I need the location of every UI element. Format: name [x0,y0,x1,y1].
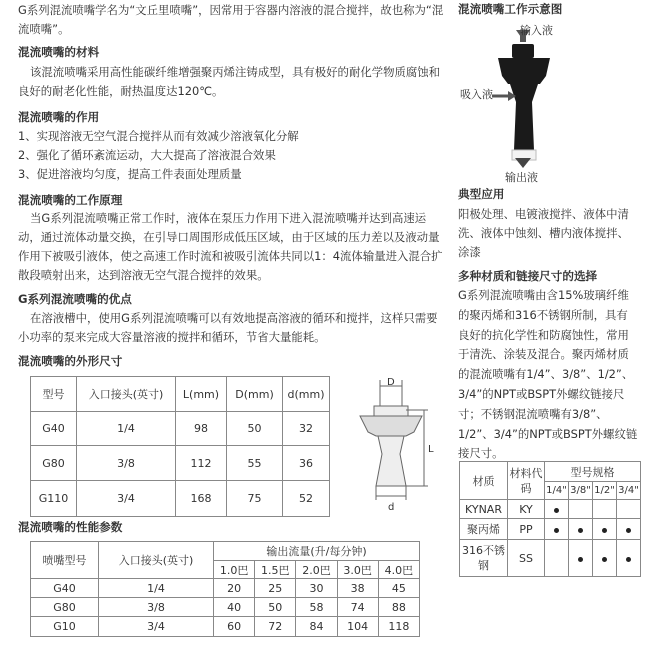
cell: 1/4 [99,579,214,598]
table-row [460,519,641,540]
cell: 50 [255,598,296,617]
size-header: 3/4" [617,482,641,500]
advantage-heading: G系列混流喷嘴的优点 [18,292,132,306]
function-item-1: 1、实现溶液无空气混合搅拌从而有效减少溶液氧化分解 [18,129,299,143]
materials-heading: 多种材质和链接尺寸的选择 [458,269,598,283]
cell: G110 [31,481,77,517]
cell: 30 [296,579,337,598]
availability-cell [593,500,617,519]
cell: G80 [31,446,77,481]
cell: 52 [283,481,330,517]
cell: 104 [337,617,378,637]
dimensions-heading: 混流喷嘴的外形尺寸 [18,354,123,368]
cell: 72 [255,617,296,637]
applications-heading: 典型应用 [458,187,505,201]
principle-heading: 混流喷嘴的工作原理 [18,193,123,207]
cell: 98 [176,412,227,446]
availability-dot [554,528,559,533]
diagram-heading: 混流喷嘴工作示意图 [458,2,563,16]
cell: 3/8 [77,446,176,481]
cell: 58 [296,598,337,617]
spec-header-row-1 [460,462,641,482]
availability-cell [593,519,617,540]
cell: 3/8 [99,598,214,617]
cell: 112 [176,446,227,481]
table-row [31,598,420,617]
size-header: 1/2" [593,482,617,500]
dim-col-model: 型号 [31,377,77,412]
spec-table [459,461,641,577]
pressure-header: 1.0巴 [214,561,255,579]
cell: 55 [227,446,283,481]
dimensions-header-row [31,377,330,412]
inlet-label: 输入液 [520,24,553,37]
cell: PP [508,519,545,540]
cell: 3/4 [99,617,214,637]
table-row [31,579,420,598]
table-row [460,540,641,577]
dimensions-table [30,376,330,517]
cell: 118 [378,617,419,637]
spec-col-spec: 型号规格 [545,462,641,482]
cell: 38 [337,579,378,598]
cell: 1/4 [77,412,176,446]
perf-col-inlet: 入口接头(英寸) [99,542,214,579]
function-heading: 混流喷嘴的作用 [18,110,100,124]
availability-dot [602,557,607,562]
availability-dot [578,528,583,533]
spec-col-code: 材料代码 [508,462,545,500]
cell: KYNAR [460,500,508,519]
material-text: 该混流喷嘴采用高性能碳纤维增强聚丙烯注铸成型，具有极好的耐化学物质腐蚀和良好的耐老化性能，耐热温度达120℃。 [18,65,441,98]
availability-dot [626,528,631,533]
pressure-header: 1.5巴 [255,561,296,579]
materials-text: G系列混流喷嘴由含15%玻璃纤维的聚丙烯和316不锈钢所制，具有良好的抗化学性和防腐蚀性，常用于清洗、涂装及混合。聚丙烯材质的混流喷嘴有1/4”、3/8”、1/2”、3/4”的NPT或BSPT外螺纹链接尺寸；不锈钢混流喷嘴有3/8”、1/2”、3/4”的NPT或BSPT外螺纹链接尺寸。 [458,288,638,461]
cell: 32 [283,412,330,446]
intro-text: G系列混流喷嘴学名为“文丘里喷嘴”，因常用于容器内溶液的混合搅拌，故也称为“混流喷嘴”。 [18,3,444,36]
table-row [460,500,641,519]
function-item-3: 3、促进溶液均匀度，提高工件表面处理质量 [18,167,242,181]
size-header: 1/4" [545,482,569,500]
principle-text: 当G系列混流喷嘴正常工作时，液体在泵压力作用下进入混流喷嘴并达到高速运动，通过流体动量交换，在引导口周围形成低压区域，由于区域的压力差以及液动量作用下被吸引液体，使之高速工作时流和被吸引流体共同以1：4流体输量进入混合扩散段喷射出来，达到溶液无空气混合搅拌的效果。 [18,211,443,282]
label-D: D [387,377,395,388]
nozzle-dimension-drawing [330,376,442,518]
performance-heading: 混流喷嘴的性能参数 [18,520,123,534]
pressure-header: 3.0巴 [337,561,378,579]
cell: SS [508,540,545,577]
label-d: d [388,502,395,513]
cell: G10 [31,617,99,637]
cell: 3/4 [77,481,176,517]
availability-cell [569,540,593,577]
cell: 88 [378,598,419,617]
cell: 74 [337,598,378,617]
availability-cell [617,519,641,540]
perf-col-model: 喷嘴型号 [31,542,99,579]
perf-header-row-1 [31,542,420,561]
availability-cell [545,540,569,577]
cell: 50 [227,412,283,446]
cell: G40 [31,579,99,598]
availability-cell [617,540,641,577]
availability-cell [617,500,641,519]
outlet-label: 输出液 [505,171,538,184]
table-row [31,412,330,446]
cell: 20 [214,579,255,598]
availability-dot [602,528,607,533]
availability-cell [545,500,569,519]
table-row [31,617,420,637]
spec-col-material: 材质 [460,462,508,500]
cell: 36 [283,446,330,481]
cell: 40 [214,598,255,617]
cell: 60 [214,617,255,637]
availability-dot [578,557,583,562]
function-item-2: 2、强化了循环紊流运动，大大提高了溶液混合效果 [18,148,276,162]
cell: 316不锈钢 [460,540,508,577]
dim-col-D: D(mm) [227,377,283,412]
availability-cell [545,519,569,540]
availability-cell [569,519,593,540]
size-header: 3/8" [569,482,593,500]
perf-flow-title: 输出流量(升/每分钟) [214,542,420,561]
cell: 45 [378,579,419,598]
availability-dot [626,557,631,562]
suction-label: 吸入液 [460,88,493,101]
table-row [31,481,330,517]
performance-table [30,541,420,637]
material-heading: 混流喷嘴的材料 [18,45,100,59]
advantage-text: 在溶液槽中，使用G系列混流喷嘴可以有效地提高溶液的循环和搅拌，这样只需要小功率的泵来完成大容量溶液的搅拌和循环，节省大量能耗。 [18,311,438,344]
table-row [31,446,330,481]
cell: G80 [31,598,99,617]
cell: 聚丙烯 [460,519,508,540]
cell: 75 [227,481,283,517]
pressure-header: 2.0巴 [296,561,337,579]
label-L: L [428,444,434,455]
cell: 168 [176,481,227,517]
cell: G40 [31,412,77,446]
availability-dot [554,508,559,513]
dim-col-inlet: 入口接头(英寸) [77,377,176,412]
cell: 25 [255,579,296,598]
dim-col-L: L(mm) [176,377,227,412]
dim-col-d: d(mm) [283,377,330,412]
applications-text: 阳极处理、电镀液搅拌、液体中清洗、液体中蚀刻、槽内液体搅拌、涂漆 [458,207,629,259]
cell: 84 [296,617,337,637]
availability-cell [569,500,593,519]
pressure-header: 4.0巴 [378,561,419,579]
cell: KY [508,500,545,519]
availability-cell [593,540,617,577]
